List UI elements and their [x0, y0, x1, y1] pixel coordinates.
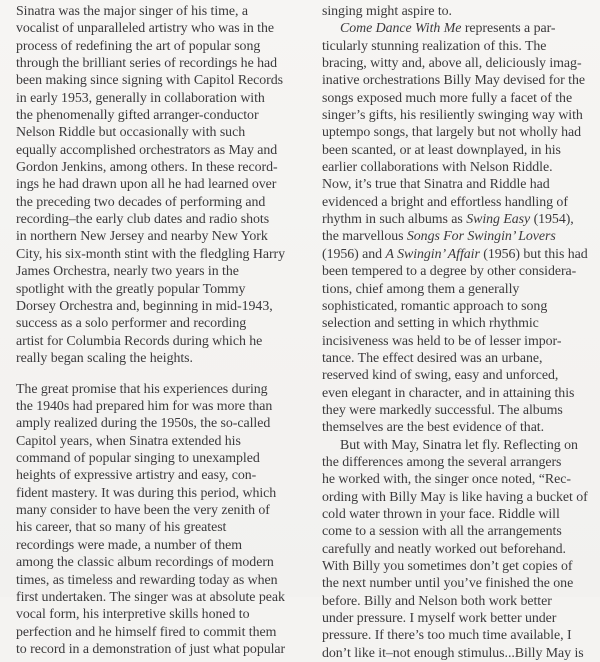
- text-line: perfection and he himself fired to commit them: [16, 624, 277, 640]
- text-line: singing might aspire to.: [322, 4, 452, 19]
- text-line: themselves are the best evidence of that.: [322, 420, 545, 436]
- text-line: spotlight with the greatly popular Tommy: [16, 281, 246, 297]
- text-line: Sinatra was the major singer of his time, a: [16, 4, 249, 19]
- text-line: cold water thrown in your face. Riddle will: [322, 506, 560, 522]
- text-line: inative orchestrations Billy May devised for the: [322, 73, 586, 89]
- text-line: before. Billy and Nelson both work better: [322, 593, 552, 609]
- text-fragment: rhythm in such albums as: [322, 212, 467, 228]
- text-fragment: (1956) and: [322, 246, 386, 262]
- text-line: Nelson Riddle but occasionally with such: [16, 125, 246, 141]
- text-line: tions, chief among them a generally: [322, 281, 520, 297]
- text-line: vocal form, his interpretive skills honed to: [16, 607, 250, 623]
- text-line: under pressure. I myself work better under: [322, 611, 557, 627]
- text-line: success as a solo performer and recording: [16, 316, 247, 332]
- text-line: his career, that so many of his greatest: [16, 520, 227, 536]
- text-line: they were markedly successful. The albums: [322, 402, 563, 418]
- text-line: City, his six-month stint with the fledgling Harry: [16, 246, 285, 262]
- text-line: [322, 228, 592, 245]
- text-line: the differences among the several arrangers: [322, 454, 562, 470]
- text-line: amply realized during the 1950s, the so-called: [16, 416, 271, 432]
- text-line: ording with Billy May is like having a bucket of: [322, 489, 588, 505]
- paragraph-1: [16, 3, 298, 367]
- text-line: earlier collaborations with Nelson Riddle.: [322, 160, 553, 176]
- text-line: times, as timeless and rewarding today as when: [16, 572, 278, 588]
- album-title: Swing Easy: [466, 212, 531, 228]
- text-line: in northern New Jersey and nearby New York: [16, 229, 268, 245]
- album-title: Songs For Swingin’ Lovers: [406, 229, 556, 245]
- text-line: uptempo songs, that largely but not wholly had: [322, 125, 582, 141]
- text-line: vocalist of unparalleled artistry who was in the: [16, 21, 274, 37]
- right-column: [322, 3, 592, 662]
- text-line: Dorsey Orchestra and, beginning in mid-1943,: [16, 298, 273, 314]
- album-title: A Swingin’ Affair: [385, 246, 480, 262]
- text-line: really began scaling the heights.: [16, 350, 193, 366]
- text-line: pressure. If there’s too much time available, I: [322, 628, 572, 644]
- text-line: The great promise that his experiences during: [16, 381, 268, 397]
- text-fragment: the marvellous: [322, 229, 407, 245]
- text-line: evidenced a bright and effortless handling of: [322, 194, 568, 210]
- text-fragment: (1954),: [530, 212, 574, 228]
- text-line: [322, 211, 592, 228]
- text-line: reserved kind of swing, easy and unforced,: [322, 368, 559, 384]
- text-line: in early 1953, generally in collaboration with: [16, 90, 265, 106]
- text-line: bracing, witty and, above all, deliciously imag-: [322, 56, 582, 72]
- text-fragment: represents a par-: [461, 21, 556, 37]
- text-line: even elegant in character, and in attaining this: [322, 385, 575, 401]
- text-line: songs exposed much more fully a facet of the: [322, 90, 573, 106]
- text-line: tance. The effect desired was an urbane,: [322, 350, 543, 366]
- text-line: James Orchestra, nearly two years in the: [16, 264, 239, 280]
- text-line: the next number until you’ve finished the one: [322, 576, 574, 592]
- text-line: he worked with, the singer once noted, “Rec-: [322, 472, 571, 488]
- text-line: recordings were made, a number of them: [16, 537, 243, 553]
- text-line: don’t like it–not enough stimulus...Billy May is: [322, 645, 584, 661]
- text-line: been tempered to a degree by other considera-: [322, 264, 577, 280]
- text-line: been scanted, or at least downplayed, in his: [322, 142, 561, 158]
- text-line: the phenomenally gifted arranger-conductor: [16, 108, 259, 124]
- text-line: the preceding two decades of performing and: [16, 194, 266, 210]
- text-line: Now, it’s true that Sinatra and Riddle had: [322, 177, 550, 193]
- text-line: ticularly stunning realization of this. The: [322, 38, 547, 54]
- text-line: equally accomplished orchestrators as May and: [16, 142, 278, 158]
- text-line: ings he had drawn upon all he had learned over: [16, 177, 277, 193]
- text-line: heights of expressive artistry and easy, con-: [16, 468, 257, 484]
- text-line: recording–the early club dates and radio shots: [16, 212, 270, 228]
- text-line: process of redefining the art of popular song: [16, 38, 261, 54]
- text-line: been making since signing with Capitol Records: [16, 73, 283, 89]
- text-line: to record in a demonstration of just what popular: [16, 641, 286, 657]
- text-line: fident mastery. It was during this period, which: [16, 485, 277, 501]
- text-line: come to a session with all the arrangements: [322, 524, 562, 540]
- text-line: through the brilliant series of recordings he had: [16, 56, 278, 72]
- text-line: With Billy you sometimes don’t get copies of: [322, 559, 573, 574]
- text-line: selection and setting in which rhythmic: [322, 316, 539, 332]
- text-line: But with May, Sinatra let fly. Reflecting on: [340, 437, 578, 453]
- text-line: [322, 246, 592, 263]
- paragraph-2: [16, 381, 298, 659]
- text-line: [322, 20, 592, 37]
- paragraph-gap: [16, 367, 298, 381]
- text-line: first undertaken. The singer was at absolute peak: [16, 589, 285, 605]
- text-line: command of popular singing to unexampled: [16, 451, 260, 467]
- left-column: [16, 3, 298, 658]
- text-line: among the classic album recordings of modern: [16, 555, 274, 571]
- text-line: Gordon Jenkins, among others. In these record-: [16, 160, 278, 176]
- text-line: the 1940s had prepared him for was more than: [16, 399, 273, 415]
- text-line: sophisticated, romantic approach to song: [322, 298, 548, 314]
- text-line: incisiveness was held to be of lesser impor-: [322, 333, 562, 349]
- text-fragment: (1956) but this had: [479, 246, 588, 262]
- text-line: artist for Columbia Records during which he: [16, 333, 263, 349]
- album-title: Come Dance With Me: [340, 21, 462, 37]
- text-line: many consider to have been the very zenith of: [16, 503, 270, 519]
- text-line: carefully and neatly worked out beforehand.: [322, 541, 566, 557]
- text-line: Capitol years, when Sinatra extended his: [16, 433, 241, 449]
- text-line: singer’s gifts, his resiliently swinging way with: [322, 108, 583, 124]
